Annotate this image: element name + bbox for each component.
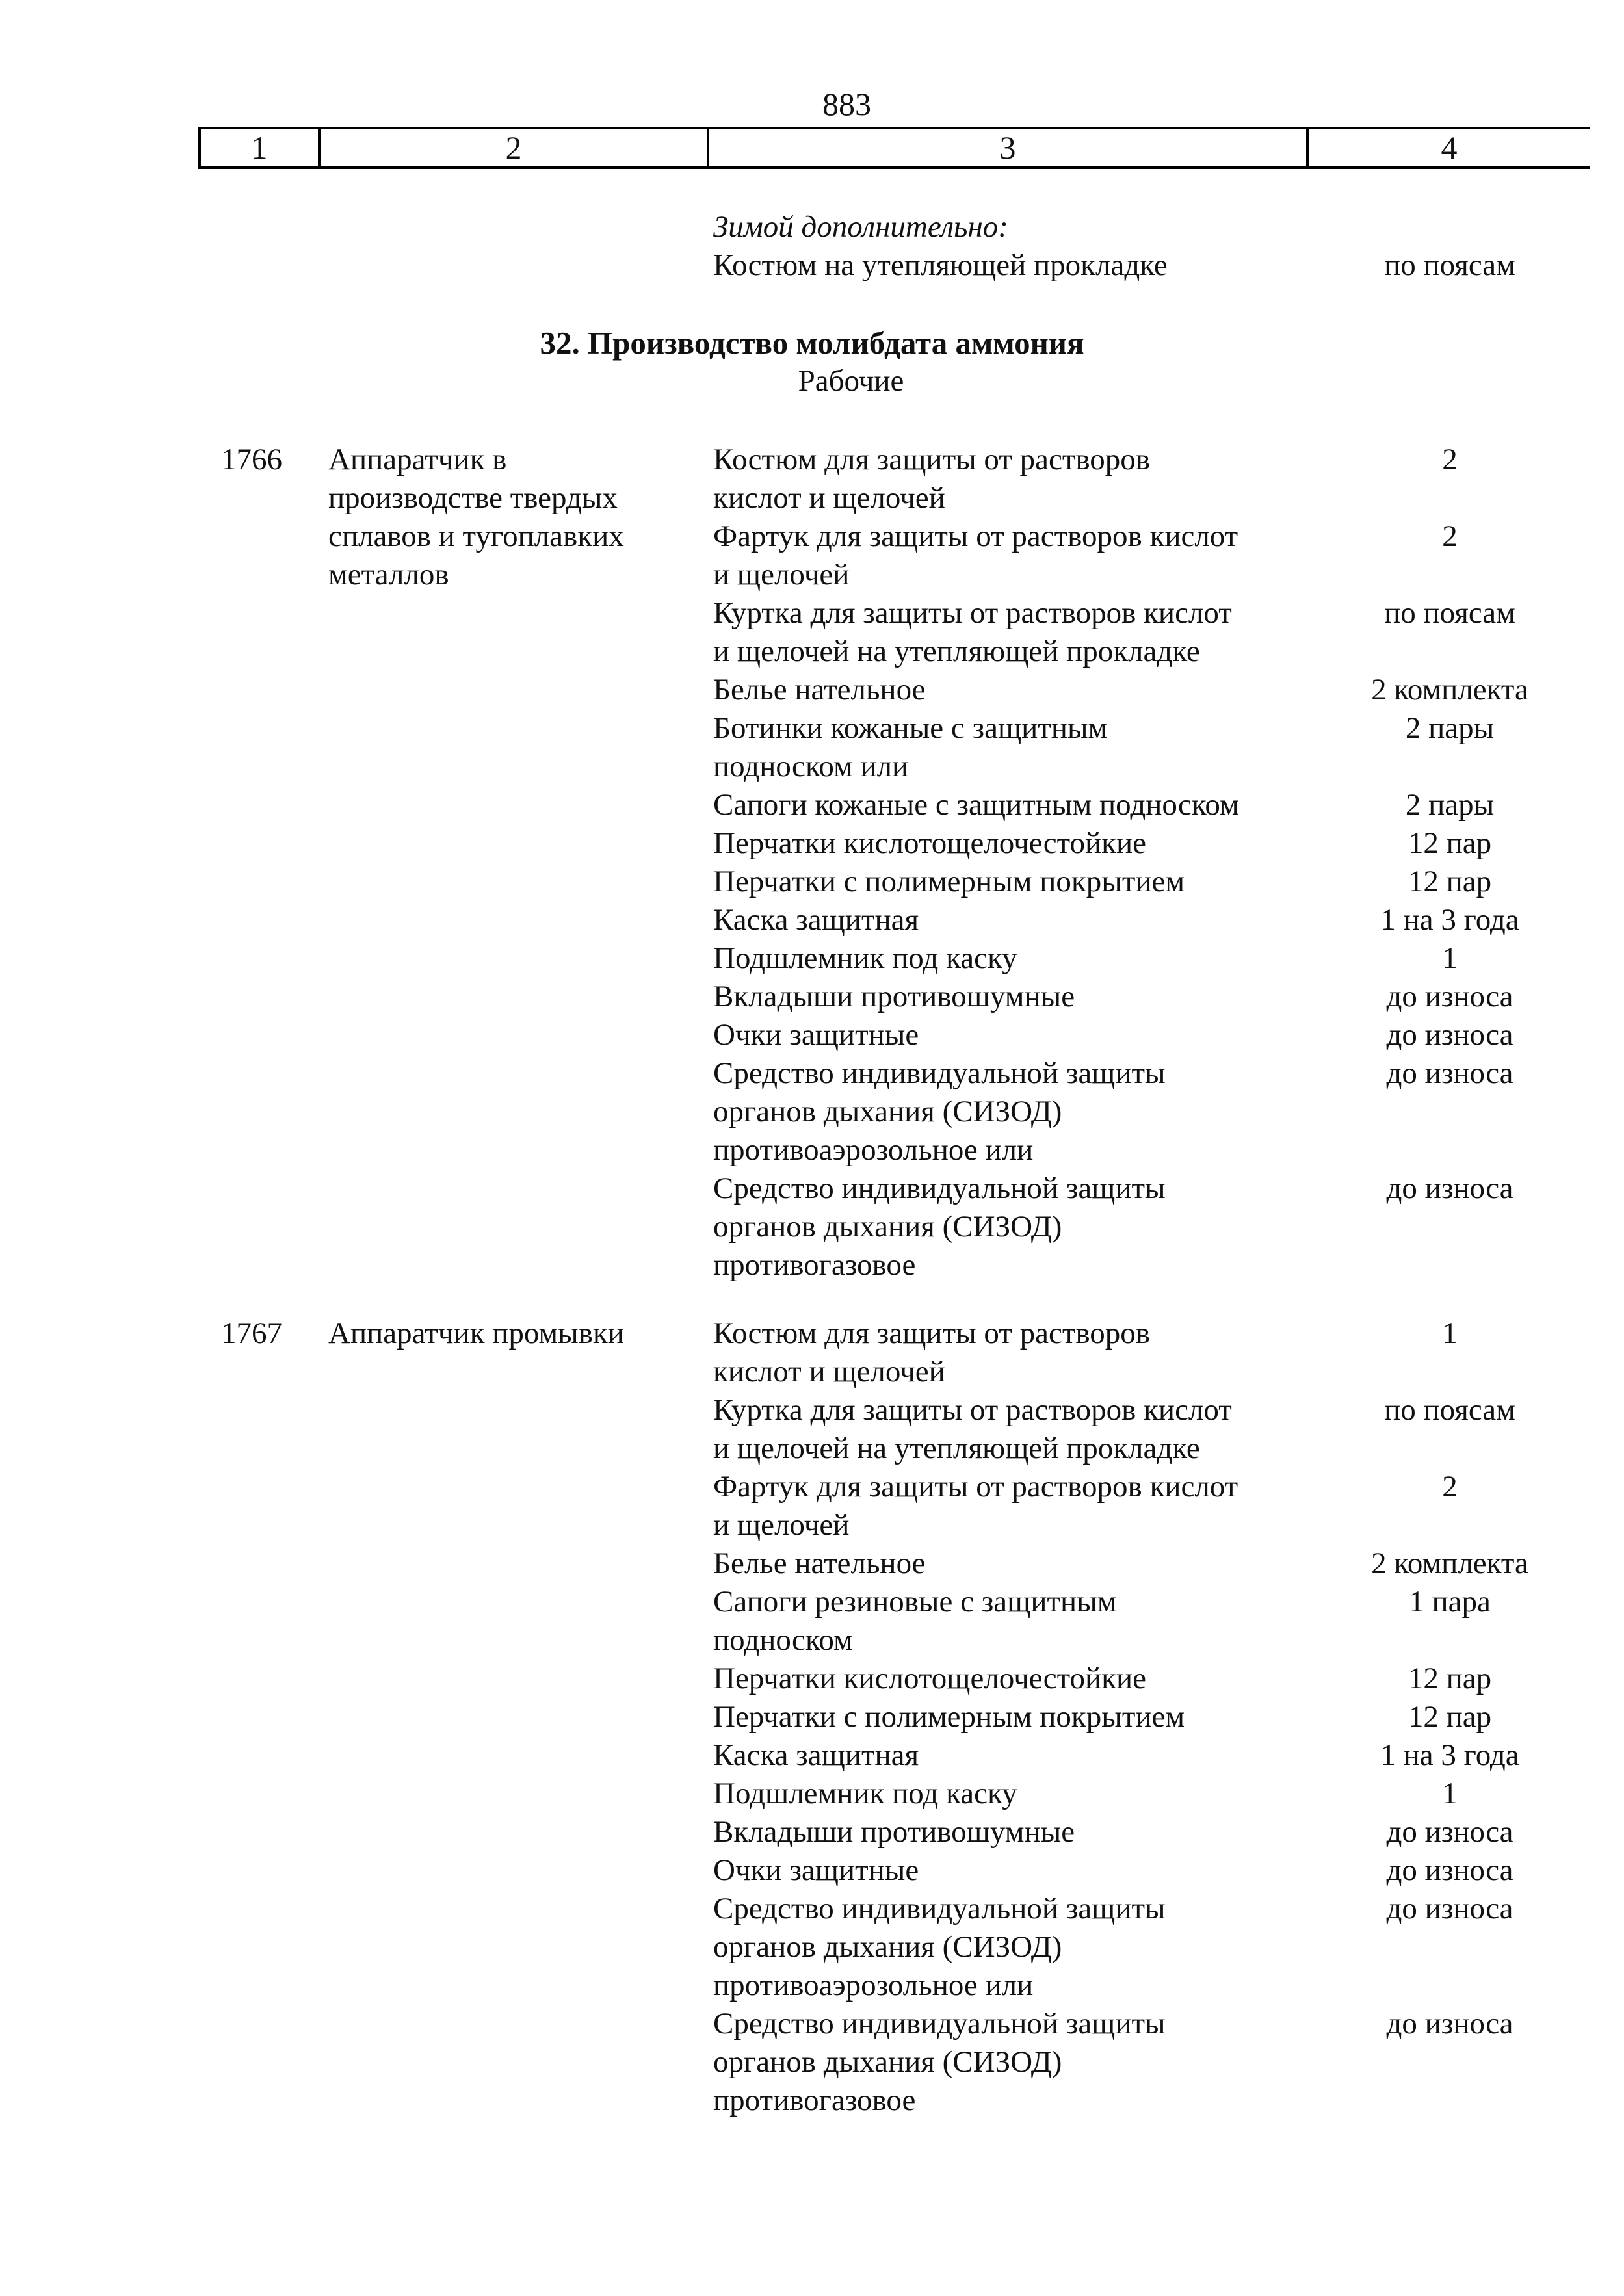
item-quantity: до износа (1386, 1853, 1513, 1887)
item-name: Каска защитная (713, 903, 919, 937)
item-quantity: 12 пар (1408, 865, 1492, 898)
item-name: Подшлемник под каску (713, 1777, 1017, 1810)
item-name: Куртка для защиты от растворов кислот (713, 1393, 1232, 1427)
item-quantity: по поясам (1384, 596, 1515, 630)
item-name: Сапоги кожаные с защитным подноском (713, 788, 1239, 822)
item-quantity: 1 (1442, 941, 1458, 975)
item-quantity: 2 (1442, 1470, 1458, 1504)
item-name: Куртка для защиты от растворов кислот (713, 596, 1232, 630)
column-header-2: 2 (505, 129, 522, 166)
item-quantity: 2 пары (1405, 711, 1495, 745)
item-quantity: до износа (1386, 1171, 1513, 1205)
item-quantity: 2 (1442, 443, 1458, 476)
item-name: противоаэрозольное или (713, 1133, 1034, 1167)
item-name: Очки защитные (713, 1853, 919, 1887)
profession-name: металлов (328, 558, 449, 592)
item-name: органов дыхания (СИЗОД) (713, 1095, 1062, 1128)
item-quantity: 12 пар (1408, 1662, 1492, 1695)
column-header-4: 4 (1441, 129, 1458, 166)
item-name: Белье нательное (713, 673, 926, 707)
item-quantity: до износа (1386, 1815, 1513, 1849)
item-quantity: 1 (1442, 1777, 1458, 1810)
profession-name: сплавов и тугоплавких (328, 519, 624, 553)
item-name: противогазовое (713, 2083, 916, 2117)
item-name: Костюм для защиты от растворов (713, 443, 1150, 476)
item-name: кислот и щелочей (713, 1355, 945, 1389)
item-name: противогазовое (713, 1248, 916, 1282)
item-quantity: до износа (1386, 1892, 1513, 1925)
item-name: Подшлемник под каску (713, 941, 1017, 975)
item-quantity: 2 (1442, 519, 1458, 553)
item-name: кислот и щелочей (713, 481, 945, 515)
intro-item: Костюм на утепляющей прокладке (713, 248, 1168, 282)
item-name: Перчатки с полимерным покрытием (713, 865, 1185, 898)
item-name: Средство индивидуальной защиты (713, 1892, 1166, 1925)
item-quantity: 1 на 3 года (1380, 1738, 1519, 1772)
profession-name: Аппаратчик промывки (328, 1316, 624, 1350)
item-quantity: до износа (1386, 1018, 1513, 1052)
item-name: Каска защитная (713, 1738, 919, 1772)
item-quantity: до износа (1386, 2007, 1513, 2041)
item-name: Сапоги резиновые с защитным (713, 1585, 1117, 1619)
item-quantity: 2 комплекта (1371, 1546, 1528, 1580)
winter-note: Зимой дополнительно: (713, 210, 1008, 244)
item-name: Вкладыши противошумные (713, 1815, 1075, 1849)
item-quantity: по поясам (1384, 1393, 1515, 1427)
item-name: и щелочей на утепляющей прокладке (713, 1431, 1200, 1465)
item-quantity: 1 (1442, 1316, 1458, 1350)
page-number: 883 (822, 86, 871, 122)
section-title: 32. Производство молибдата аммония (540, 325, 1084, 361)
item-name: противоаэрозольное или (713, 1968, 1034, 2002)
item-name: Средство индивидуальной защиты (713, 1056, 1166, 1090)
item-name: Фартук для защиты от растворов кислот (713, 1470, 1238, 1504)
item-name: Перчатки с полимерным покрытием (713, 1700, 1185, 1734)
item-name: Очки защитные (713, 1018, 919, 1052)
item-name: органов дыхания (СИЗОД) (713, 1210, 1062, 1244)
item-name: Перчатки кислотощелочестойкие (713, 826, 1147, 860)
item-name: и щелочей (713, 1508, 850, 1542)
column-header-1: 1 (251, 129, 268, 166)
item-name: Фартук для защиты от растворов кислот (713, 519, 1238, 553)
item-name: Костюм для защиты от растворов (713, 1316, 1150, 1350)
entry-number: 1767 (221, 1316, 282, 1350)
item-quantity: до износа (1386, 1056, 1513, 1090)
item-name: Средство индивидуальной защиты (713, 2007, 1166, 2041)
item-name: Средство индивидуальной защиты (713, 1171, 1166, 1205)
item-quantity: до износа (1386, 980, 1513, 1013)
item-name: Перчатки кислотощелочестойкие (713, 1662, 1147, 1695)
item-name: Белье нательное (713, 1546, 926, 1580)
item-quantity: 2 пары (1405, 788, 1495, 822)
column-header-3: 3 (999, 129, 1016, 166)
item-quantity: 1 на 3 года (1380, 903, 1519, 937)
item-name: и щелочей (713, 558, 850, 592)
item-quantity: 2 комплекта (1371, 673, 1528, 707)
intro-qty: по поясам (1384, 248, 1515, 282)
section-subtitle: Рабочие (798, 364, 904, 398)
item-name: подноском (713, 1623, 853, 1657)
profession-name: Аппаратчик в (328, 443, 507, 476)
column-header-row (198, 127, 1590, 169)
item-quantity: 12 пар (1408, 826, 1492, 860)
item-name: органов дыхания (СИЗОД) (713, 2045, 1062, 2079)
item-name: и щелочей на утепляющей прокладке (713, 634, 1200, 668)
item-name: подноском или (713, 750, 909, 783)
profession-name: производстве твердых (328, 481, 618, 515)
item-quantity: 1 пара (1409, 1585, 1491, 1619)
item-quantity: 12 пар (1408, 1700, 1492, 1734)
entry-number: 1766 (221, 443, 282, 476)
item-name: Вкладыши противошумные (713, 980, 1075, 1013)
item-name: органов дыхания (СИЗОД) (713, 1930, 1062, 1964)
item-name: Ботинки кожаные с защитным (713, 711, 1108, 745)
